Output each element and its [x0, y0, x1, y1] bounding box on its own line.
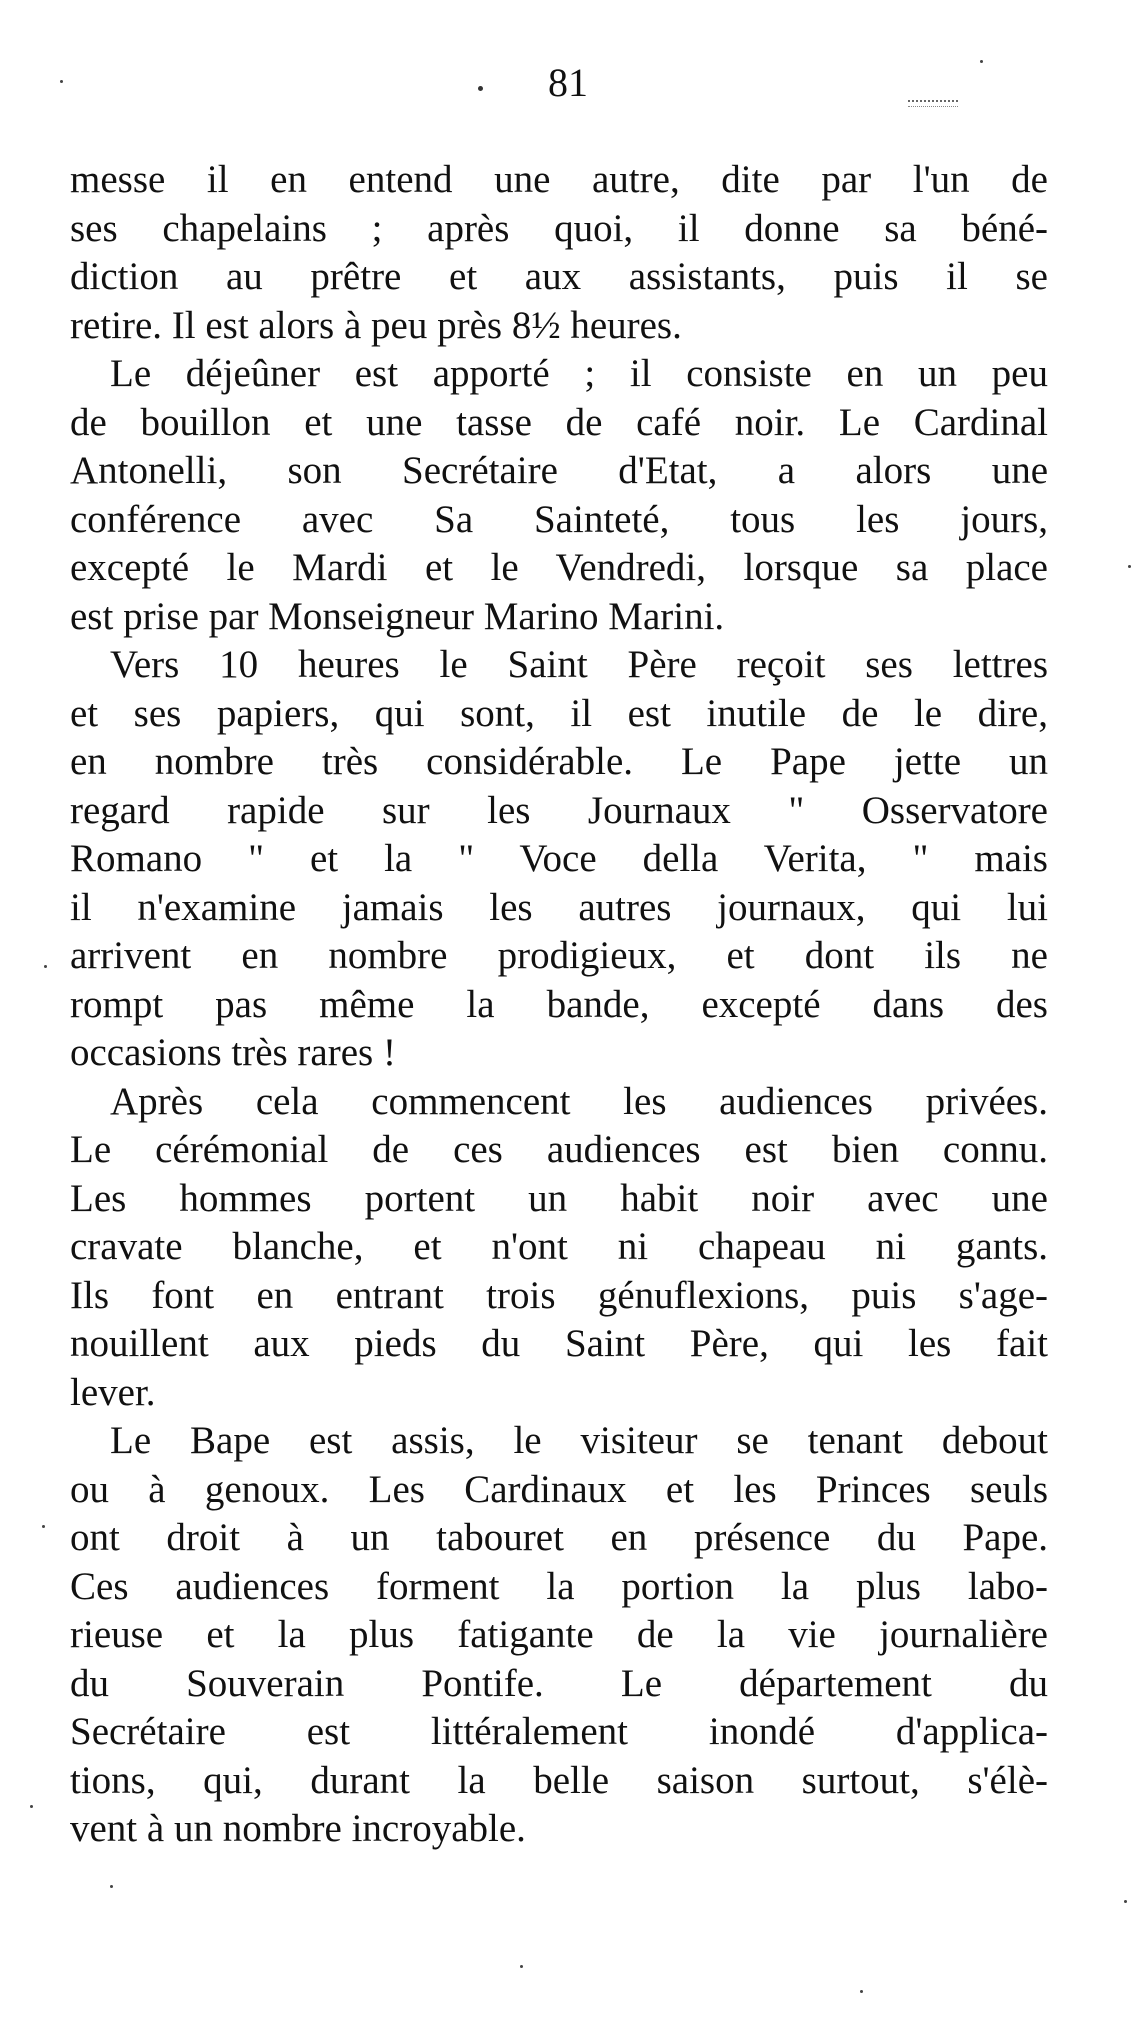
- ink-speck: [42, 1525, 45, 1528]
- text-line: rieuse et la plus fatigante de la vie journalière: [70, 1613, 1048, 1656]
- text-line: conférence avec Sa Sainteté, tous les jours,: [70, 497, 1048, 541]
- print-mark: [908, 100, 958, 107]
- text-line: arrivent en nombre prodigieux, et dont ils ne: [70, 934, 1048, 977]
- ink-speck: [980, 60, 983, 63]
- text-line: Ils font en entrant trois génuflexions, puis s'age-: [70, 1273, 1048, 1317]
- text-line: de bouillon et une tasse de café noir. Le Cardinal: [70, 400, 1048, 444]
- page-number: 81: [548, 60, 588, 105]
- text-line: ses chapelains ; après quoi, il donne sa béné-: [70, 206, 1048, 250]
- text-line: ou à genoux. Les Cardinaux et les Princes seuls: [70, 1467, 1048, 1511]
- ink-speck: [44, 965, 47, 968]
- text-line: lever.: [70, 1370, 156, 1414]
- text-line: en nombre très considérable. Le Pape jette un: [70, 740, 1048, 783]
- ink-speck: [520, 1965, 523, 1968]
- text-line: nouillent aux pieds du Saint Père, qui les fait: [70, 1322, 1048, 1365]
- text-line: ont droit à un tabouret en présence du Pape.: [70, 1516, 1048, 1559]
- text-line: vent à un nombre incroyable.: [70, 1807, 526, 1850]
- ink-speck: [30, 1805, 33, 1808]
- text-line: Les hommes portent un habit noir avec une: [70, 1176, 1048, 1220]
- text-line: Le déjeûner est apporté ; il consiste en un peu: [110, 352, 1048, 395]
- text-line: il n'examine jamais les autres journaux, qui lui: [70, 885, 1048, 929]
- text-line: tions, qui, durant la belle saison surtout, s'élè-: [70, 1758, 1048, 1802]
- ink-speck: [1128, 565, 1131, 568]
- text-line: Romano " et la " Voce della Verita, " mais: [70, 837, 1048, 880]
- text-line: retire. Il est alors à peu près 8½ heures.: [70, 303, 682, 347]
- ink-speck: [1124, 1900, 1127, 1903]
- text-line: regard rapide sur les Journaux " Osservatore: [70, 788, 1048, 832]
- text-line: messe il en entend une autre, dite par l'un de: [70, 158, 1048, 201]
- text-line: occasions très rares !: [70, 1031, 396, 1074]
- text-line: Après cela commencent les audiences privées.: [110, 1079, 1048, 1123]
- ink-speck: [110, 1885, 113, 1888]
- text-line: rompt pas même la bande, excepté dans des: [70, 982, 1048, 1026]
- ink-speck: [860, 1990, 863, 1993]
- body-text: [70, 156, 1048, 1854]
- text-line: Vers 10 heures le Saint Père reçoit ses lettres: [110, 643, 1048, 686]
- text-line: Antonelli, son Secrétaire d'Etat, a alors une: [70, 449, 1048, 492]
- text-line: Le cérémonial de ces audiences est bien connu.: [70, 1128, 1048, 1171]
- text-line: diction au prêtre et aux assistants, puis il se: [70, 255, 1048, 298]
- text-line: du Souverain Pontife. Le département du: [70, 1661, 1048, 1705]
- text-line: Ces audiences forment la portion la plus labo-: [70, 1564, 1048, 1608]
- text-line: Le Bape est assis, le visiteur se tenant debout: [110, 1419, 1048, 1462]
- text-line: et ses papiers, qui sont, il est inutile de le dire,: [70, 691, 1048, 735]
- text-line: Secrétaire est littéralement inondé d'applica-: [70, 1710, 1048, 1753]
- text-line: excepté le Mardi et le Vendredi, lorsque sa place: [70, 546, 1048, 589]
- ink-speck: [60, 80, 63, 83]
- text-line: est prise par Monseigneur Marino Marini.: [70, 594, 725, 638]
- text-line: cravate blanche, et n'ont ni chapeau ni gants.: [70, 1225, 1048, 1268]
